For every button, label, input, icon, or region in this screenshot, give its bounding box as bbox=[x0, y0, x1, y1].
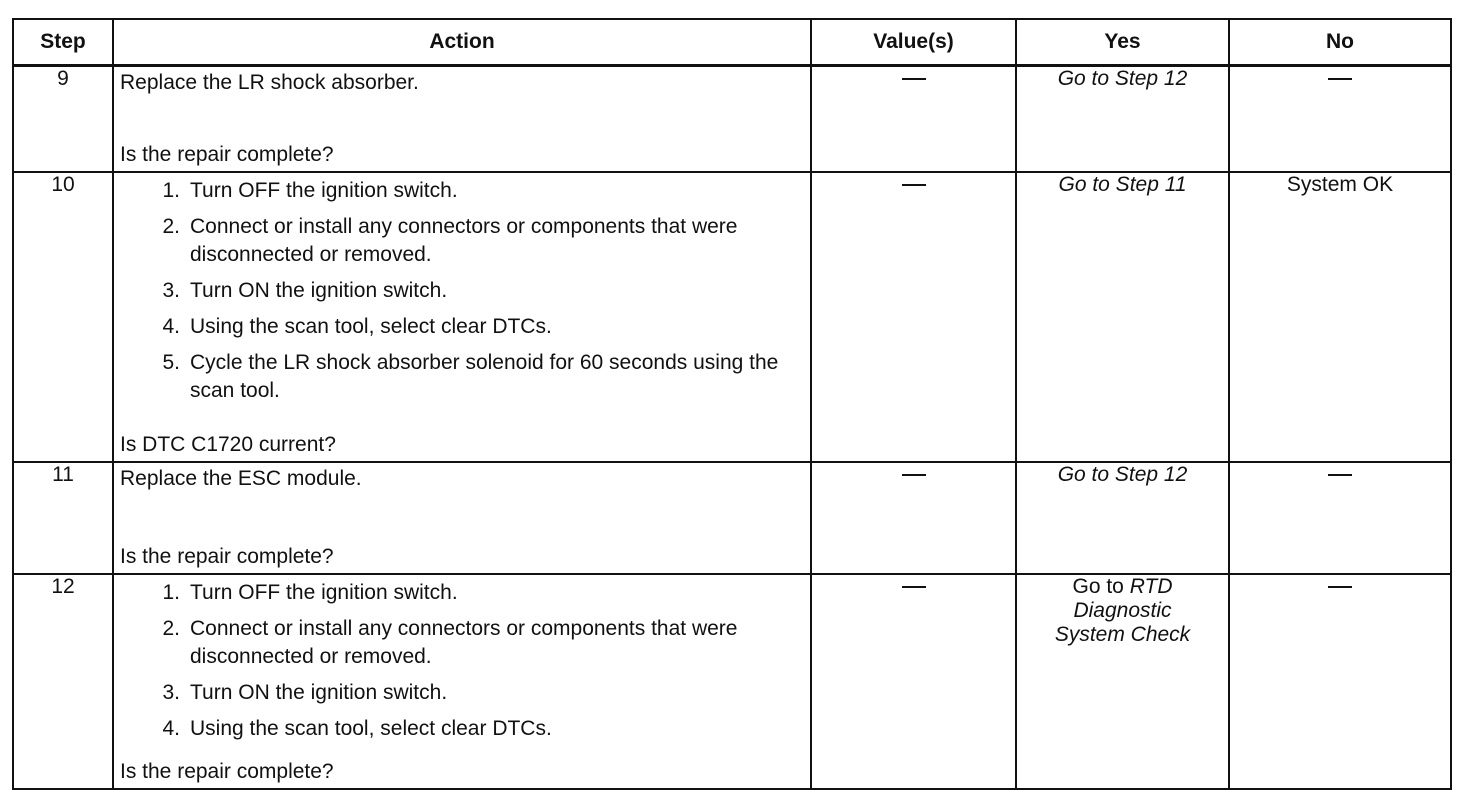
value-cell bbox=[811, 66, 1016, 173]
yes-link: RTD bbox=[1129, 575, 1173, 598]
action-cell bbox=[113, 172, 811, 462]
action-content bbox=[114, 575, 810, 788]
step-cell: 9 bbox=[13, 66, 113, 173]
action-step bbox=[120, 349, 806, 405]
no-cell bbox=[1229, 172, 1451, 462]
action-cell bbox=[113, 574, 811, 789]
header-step: Step bbox=[13, 19, 113, 66]
no-dash bbox=[1328, 586, 1352, 588]
action-question: Is the repair complete? bbox=[120, 545, 334, 568]
action-step-text: Cycle the LR shock absorber solenoid for 60 seconds using the scan tool. bbox=[190, 351, 779, 402]
yes-action bbox=[1017, 575, 1228, 647]
action-step bbox=[120, 679, 806, 707]
header-yes: Yes bbox=[1016, 19, 1229, 66]
header-action: Action bbox=[113, 19, 811, 66]
no-dash bbox=[1328, 78, 1352, 80]
action-intro: Replace the ESC module. bbox=[120, 467, 362, 490]
step-cell: 10 bbox=[13, 172, 113, 462]
action-step-number: 3. bbox=[162, 279, 180, 302]
value-dash bbox=[902, 78, 926, 80]
action-step bbox=[120, 277, 806, 305]
action-step bbox=[120, 715, 806, 743]
action-step-number: 3. bbox=[162, 681, 180, 704]
no-cell bbox=[1229, 574, 1451, 789]
action-content bbox=[114, 463, 810, 573]
action-step-number: 1. bbox=[162, 179, 180, 202]
action-step-number: 2. bbox=[162, 215, 180, 238]
action-intro: Replace the LR shock absorber. bbox=[120, 71, 419, 94]
action-step bbox=[120, 313, 806, 341]
action-step-text: Connect or install any connectors or components that were disconnected or removed. bbox=[190, 215, 738, 266]
value-cell bbox=[811, 172, 1016, 462]
action-step bbox=[120, 213, 806, 269]
no-cell bbox=[1229, 66, 1451, 173]
yes-action bbox=[1017, 463, 1228, 487]
action-step-number: 2. bbox=[162, 617, 180, 640]
table-row bbox=[13, 574, 1451, 789]
no-text: System OK bbox=[1286, 173, 1394, 196]
yes-action bbox=[1017, 67, 1228, 91]
action-step-text: Turn ON the ignition switch. bbox=[190, 681, 448, 704]
yes-link: Go to Step 11 bbox=[1058, 173, 1187, 196]
yes-action bbox=[1017, 173, 1228, 197]
action-step bbox=[120, 177, 806, 205]
action-content bbox=[114, 67, 810, 171]
value-dash bbox=[902, 184, 926, 186]
action-step-text: Using the scan tool, select clear DTCs. bbox=[190, 315, 552, 338]
action-step-text: Turn OFF the ignition switch. bbox=[190, 179, 458, 202]
no-dash bbox=[1328, 474, 1352, 476]
action-step-text: Turn OFF the ignition switch. bbox=[190, 581, 458, 604]
diagnostic-table bbox=[12, 18, 1452, 790]
action-step bbox=[120, 615, 806, 671]
action-question: Is DTC C1720 current? bbox=[120, 433, 336, 456]
table-row bbox=[13, 172, 1451, 462]
action-steps bbox=[120, 579, 806, 743]
step-cell: 12 bbox=[13, 574, 113, 789]
action-cell bbox=[113, 66, 811, 173]
table-row bbox=[13, 462, 1451, 574]
value-dash bbox=[902, 474, 926, 476]
action-question: Is the repair complete? bbox=[120, 143, 334, 166]
action-step-number: 4. bbox=[162, 717, 180, 740]
action-step-text: Turn ON the ignition switch. bbox=[190, 279, 448, 302]
yes-link-extra: Diagnostic System Check bbox=[1054, 599, 1191, 646]
yes-cell bbox=[1016, 462, 1229, 574]
no-cell bbox=[1229, 462, 1451, 574]
step-cell: 11 bbox=[13, 462, 113, 574]
yes-link: Go to Step 12 bbox=[1057, 67, 1188, 90]
action-cell bbox=[113, 462, 811, 574]
yes-link: Go to Step 12 bbox=[1057, 463, 1188, 486]
action-step-text: Connect or install any connectors or components that were disconnected or removed. bbox=[190, 617, 738, 668]
action-step-text: Using the scan tool, select clear DTCs. bbox=[190, 717, 552, 740]
yes-cell bbox=[1016, 172, 1229, 462]
value-cell bbox=[811, 574, 1016, 789]
yes-cell bbox=[1016, 574, 1229, 789]
action-step-number: 5. bbox=[162, 351, 180, 374]
table-row bbox=[13, 66, 1451, 173]
action-content bbox=[114, 173, 810, 461]
action-step bbox=[120, 579, 806, 607]
yes-cell bbox=[1016, 66, 1229, 173]
header-no: No bbox=[1229, 19, 1451, 66]
header-row bbox=[13, 19, 1451, 66]
value-cell bbox=[811, 462, 1016, 574]
yes-prefix: Go to bbox=[1072, 575, 1130, 598]
action-question: Is the repair complete? bbox=[120, 760, 334, 783]
action-step-number: 1. bbox=[162, 581, 180, 604]
action-step-number: 4. bbox=[162, 315, 180, 338]
header-value: Value(s) bbox=[811, 19, 1016, 66]
action-steps bbox=[120, 177, 806, 405]
value-dash bbox=[902, 586, 926, 588]
